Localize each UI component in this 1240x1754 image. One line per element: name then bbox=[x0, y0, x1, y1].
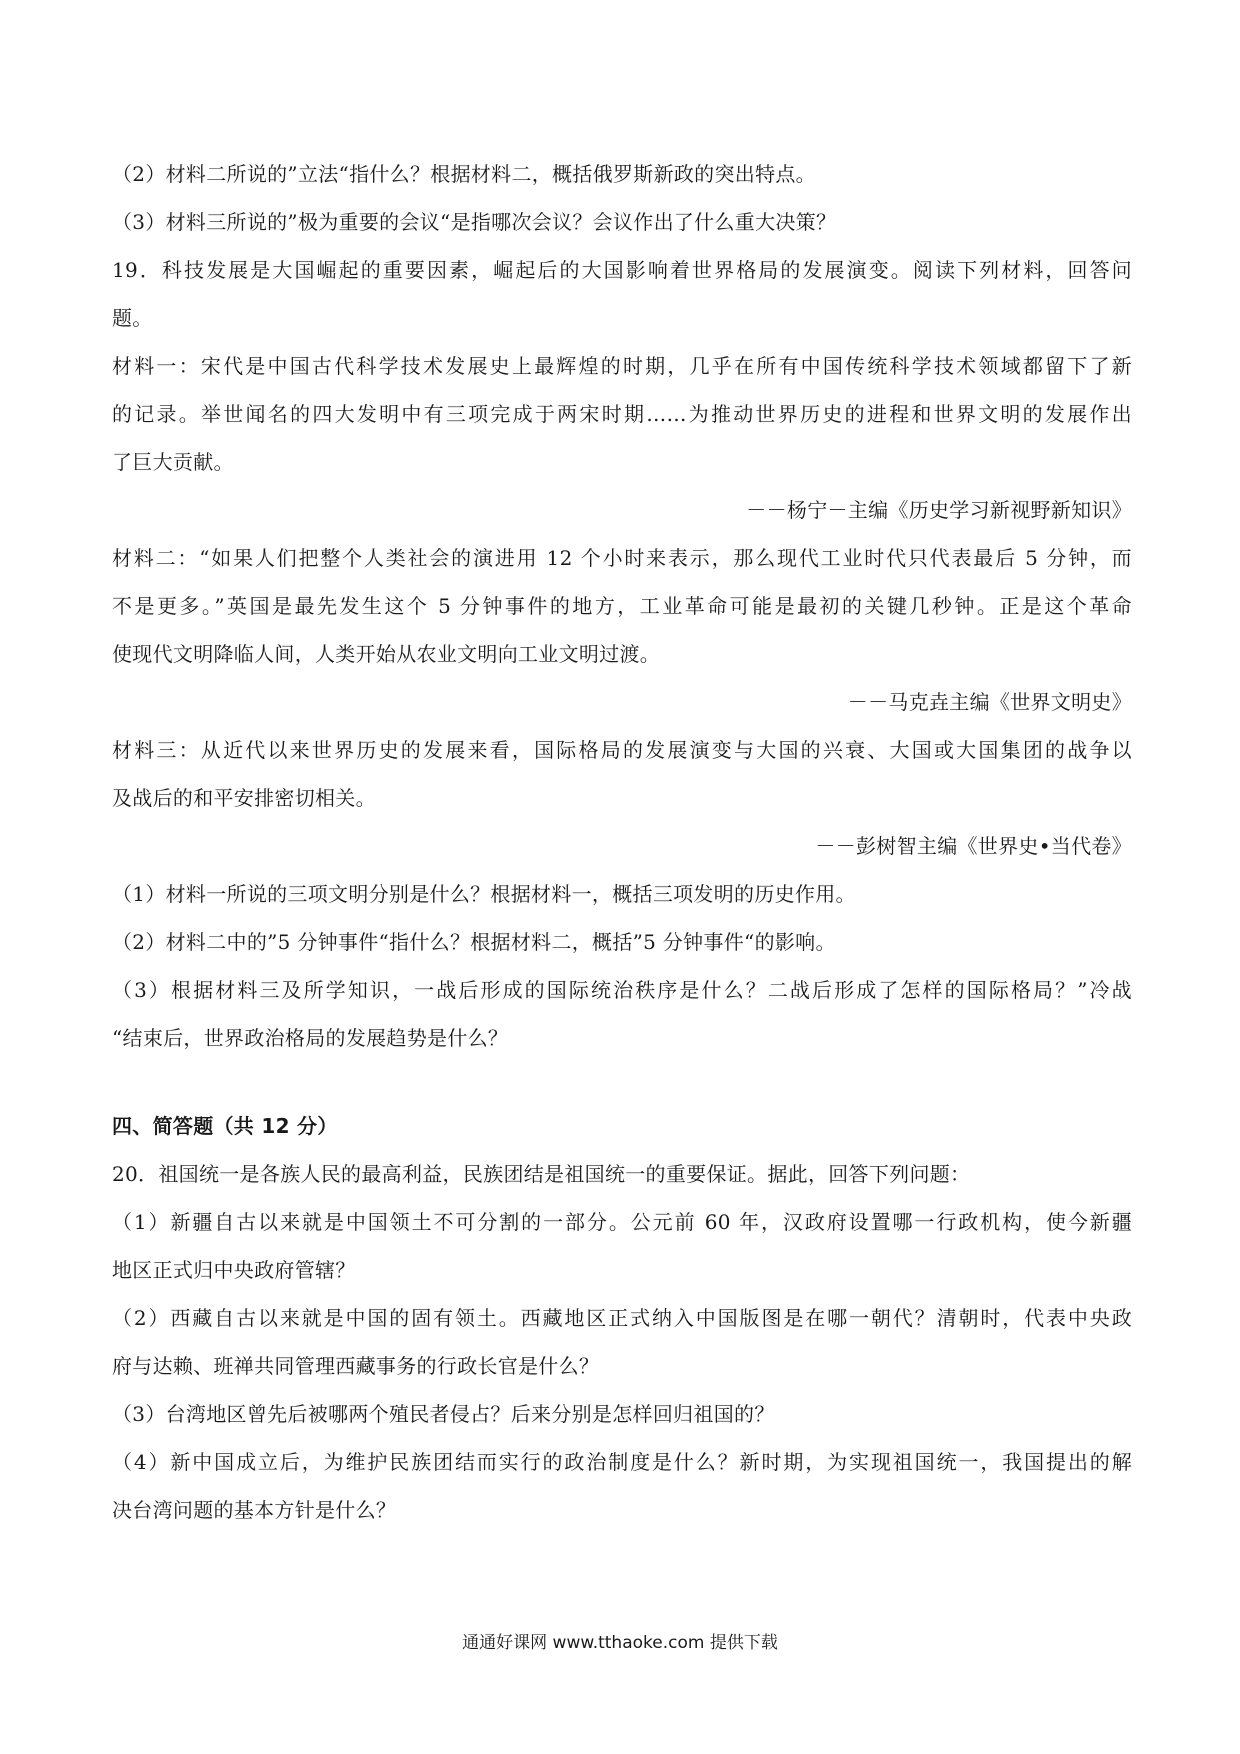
section-spacer bbox=[112, 1062, 1132, 1102]
q19-material2-line1: 材料二：“如果人们把整个人类社会的演进用 12 个小时来表示，那么现代工业时代只代表最后 5 分钟，而 bbox=[112, 546, 1132, 570]
q20-sub3: （3）台湾地区曾先后被哪两个殖民者侵占？后来分别是怎样回归祖国的？ bbox=[112, 1402, 775, 1426]
q19-material1-source: －－杨宁－主编《历史学习新视野新知识》 bbox=[746, 498, 1132, 522]
q19-sub3-line1: （3）根据材料三及所学知识，一战后形成的国际统治秩序是什么？二战后形成了怎样的国际格局？”冷战 bbox=[112, 978, 1132, 1002]
q19-stem-line1: 19．科技发展是大国崛起的重要因素，崛起后的大国影响着世界格局的发展演变。阅读下列材料，回答问 bbox=[112, 258, 1132, 282]
q20-sub2-line1: （2）西藏自古以来就是中国的固有领土。西藏地区正式纳入中国版图是在哪一朝代？清朝时，代表中央政 bbox=[112, 1306, 1132, 1330]
q19-sub2: （2）材料二中的”5 分钟事件“指什么？根据材料二，概括”5 分钟事件“的影响。 bbox=[112, 930, 836, 954]
q19-stem-line2: 题。 bbox=[112, 306, 153, 330]
q19-sub3-line2: “结束后，世界政治格局的发展趋势是什么？ bbox=[112, 1026, 509, 1050]
q19-sub1: （1）材料一所说的三项文明分别是什么？根据材料一，概括三项发明的历史作用。 bbox=[112, 882, 856, 906]
q19-material2-line3: 使现代文明降临人间，人类开始从农业文明向工业文明过渡。 bbox=[112, 642, 661, 666]
q19-material3-line1: 材料三：从近代以来世界历史的发展来看，国际格局的发展演变与大国的兴衰、大国或大国集团的战争以 bbox=[112, 738, 1132, 762]
q19-material3-source: －－彭树智主编《世界史•当代卷》 bbox=[815, 834, 1132, 858]
q20-sub4-line1: （4）新中国成立后，为维护民族团结而实行的政治制度是什么？新时期，为实现祖国统一，我国提出的解 bbox=[112, 1450, 1132, 1474]
q18-sub3: （3）材料三所说的”极为重要的会议“是指哪次会议？会议作出了什么重大决策？ bbox=[112, 210, 837, 234]
q20-sub1-line2: 地区正式归中央政府管辖？ bbox=[112, 1258, 356, 1282]
section4-heading: 四、简答题（共 12 分） bbox=[112, 1114, 338, 1138]
q20-sub1-line1: （1）新疆自古以来就是中国领土不可分割的一部分。公元前 60 年，汉政府设置哪一行政机构，使今新疆 bbox=[112, 1210, 1132, 1234]
document-page bbox=[112, 150, 1132, 1534]
q19-material1-line3: 了巨大贡献。 bbox=[112, 450, 234, 474]
q19-material1-line1: 材料一：宋代是中国古代科学技术发展史上最辉煌的时期，几乎在所有中国传统科学技术领域都留下了新 bbox=[112, 354, 1132, 378]
q19-material3-line2: 及战后的和平安排密切相关。 bbox=[112, 786, 376, 810]
q20-stem: 20．祖国统一是各族人民的最高利益，民族团结是祖国统一的重要保证。据此，回答下列问题： bbox=[112, 1162, 971, 1186]
q19-material2-source: －－马克垚主编《世界文明史》 bbox=[847, 690, 1132, 714]
q19-material1-line2: 的记录。举世闻名的四大发明中有三项完成于两宋时期……为推动世界历史的进程和世界文明的发展作出 bbox=[112, 402, 1132, 426]
q20-sub2-line2: 府与达赖、班禅共同管理西藏事务的行政长官是什么？ bbox=[112, 1354, 600, 1378]
q19-material2-line2: 不是更多。”英国是最先发生这个 5 分钟事件的地方，工业革命可能是最初的关键几秒钟。正是这个革命 bbox=[112, 594, 1132, 618]
q20-sub4-line2: 决台湾问题的基本方针是什么？ bbox=[112, 1498, 397, 1522]
q18-sub2: （2）材料二所说的”立法“指什么？根据材料二，概括俄罗斯新政的突出特点。 bbox=[112, 162, 816, 186]
page-footer: 通通好课网 www.tthaoke.com 提供下载 bbox=[462, 1633, 778, 1653]
